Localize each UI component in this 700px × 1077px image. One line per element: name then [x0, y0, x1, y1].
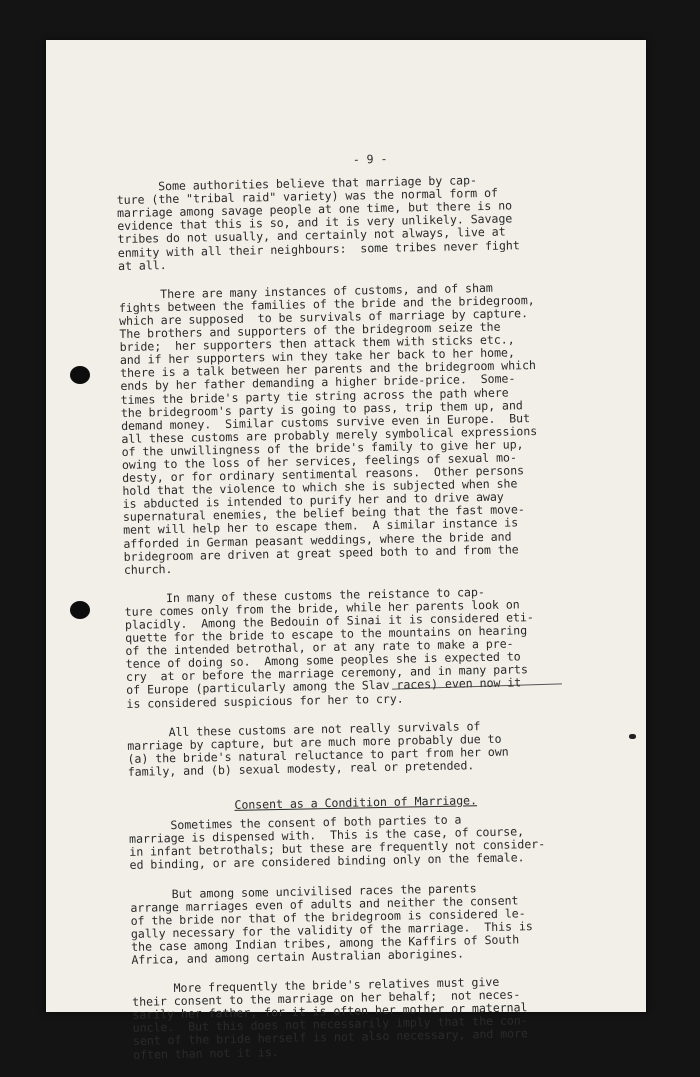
paragraph-1: Some authorities believe that marriage by cap- ture (the "tribal raid" variety) was the normal form of marriage among savage people at one time, but there is no evidence that this is so, and it is very unlikely. Savage tribes do not usually, and certainly not always, live at enmity with all their neighbours: some tribes never fight at all. [116, 173, 520, 273]
punch-hole [70, 601, 90, 619]
punch-hole [70, 366, 90, 384]
paragraph-3: In many of these customs the reistance to cap- ture comes only from the bride, while her parents look on placidly. Among the Bedouin of Sinai it is considered eti- quette for the bride to escape to the mountains on hearing of the intended betrothal, or at any rate to make a pre- tence of doing so. Among some peoples she is expected to cry at or before the marriage ceremony, and in many parts of Europe (particularly among the Slav races) even now it is considered suspicious for her to cry. [124, 584, 534, 711]
typewritten-text [116, 149, 602, 1077]
paragraph-4: All these customs are not really survivals of marriage by capture, but are much more probably due to (a) the bride's natural reluctance to part from her own family, and (b) sexual modesty, real or pretended. [126, 718, 509, 779]
paragraph-5: Sometimes the consent of both parties to a marriage is dispensed with. This is the case, of course, in infant betrothals; but these are frequently not consider- ed binding, or are considered binding only on the female. [128, 812, 546, 873]
document-page [46, 40, 646, 1062]
paragraph-6: But among some uncivilised races the parents arrange marriages even of adults and neither the consent of the bride nor that of the bridegroom is considered le- gally necessary for the validity of the marriage. This is the case among Indian tribes, among the Kaffirs of South Africa, and among certain Australian aborigines. [130, 880, 533, 967]
section-heading: Consent as a Condition of Marriage. [234, 793, 478, 812]
paragraph-2: There are many instances of customs, and of sham fights between the families of the bride and the bridegroom, which are supposed to be survivals of marriage by capture. The brothers and supporters of the bridegroom seize the bride; her supporters then attack them with sticks etc., and if her supporters win they take her back to her home, there is a talk between her parents and the bridegroom which ends by her father demanding a higher bride-price. Some- times the bride's party tie string across the path where the bridegroom's party is going to pass, trip them up, and demand money. Similar customs survive even in Europe. But all these customs are probably merely symbolical expressions of the unwillingness of the bride's family to give her up, owing to the loss of her services, feelings of sexual mo- desty, or for ordinary sentimental reasons. Other persons hold that the violence to which she is subjected when she is abducted is intended to purify her and to drive away supernatural enemies, the belief being that the fast move- ment will help her to escape them. A similar instance is afforded in German peasant weddings, where the bride and bridegroom are driven at great speed both to and from the church. [118, 280, 538, 577]
ink-speck [629, 734, 636, 739]
paragraph-7: More frequently the bride's relatives must give their consent to the marriage on her behalf; not neces- sarily her father, for it is often her mother or maternal uncle. But this does not necessarily imply that the con- sent of the bride herself is not also necessary, and more often than not it is. [131, 974, 529, 1062]
page-number: - 9 - [352, 151, 388, 167]
